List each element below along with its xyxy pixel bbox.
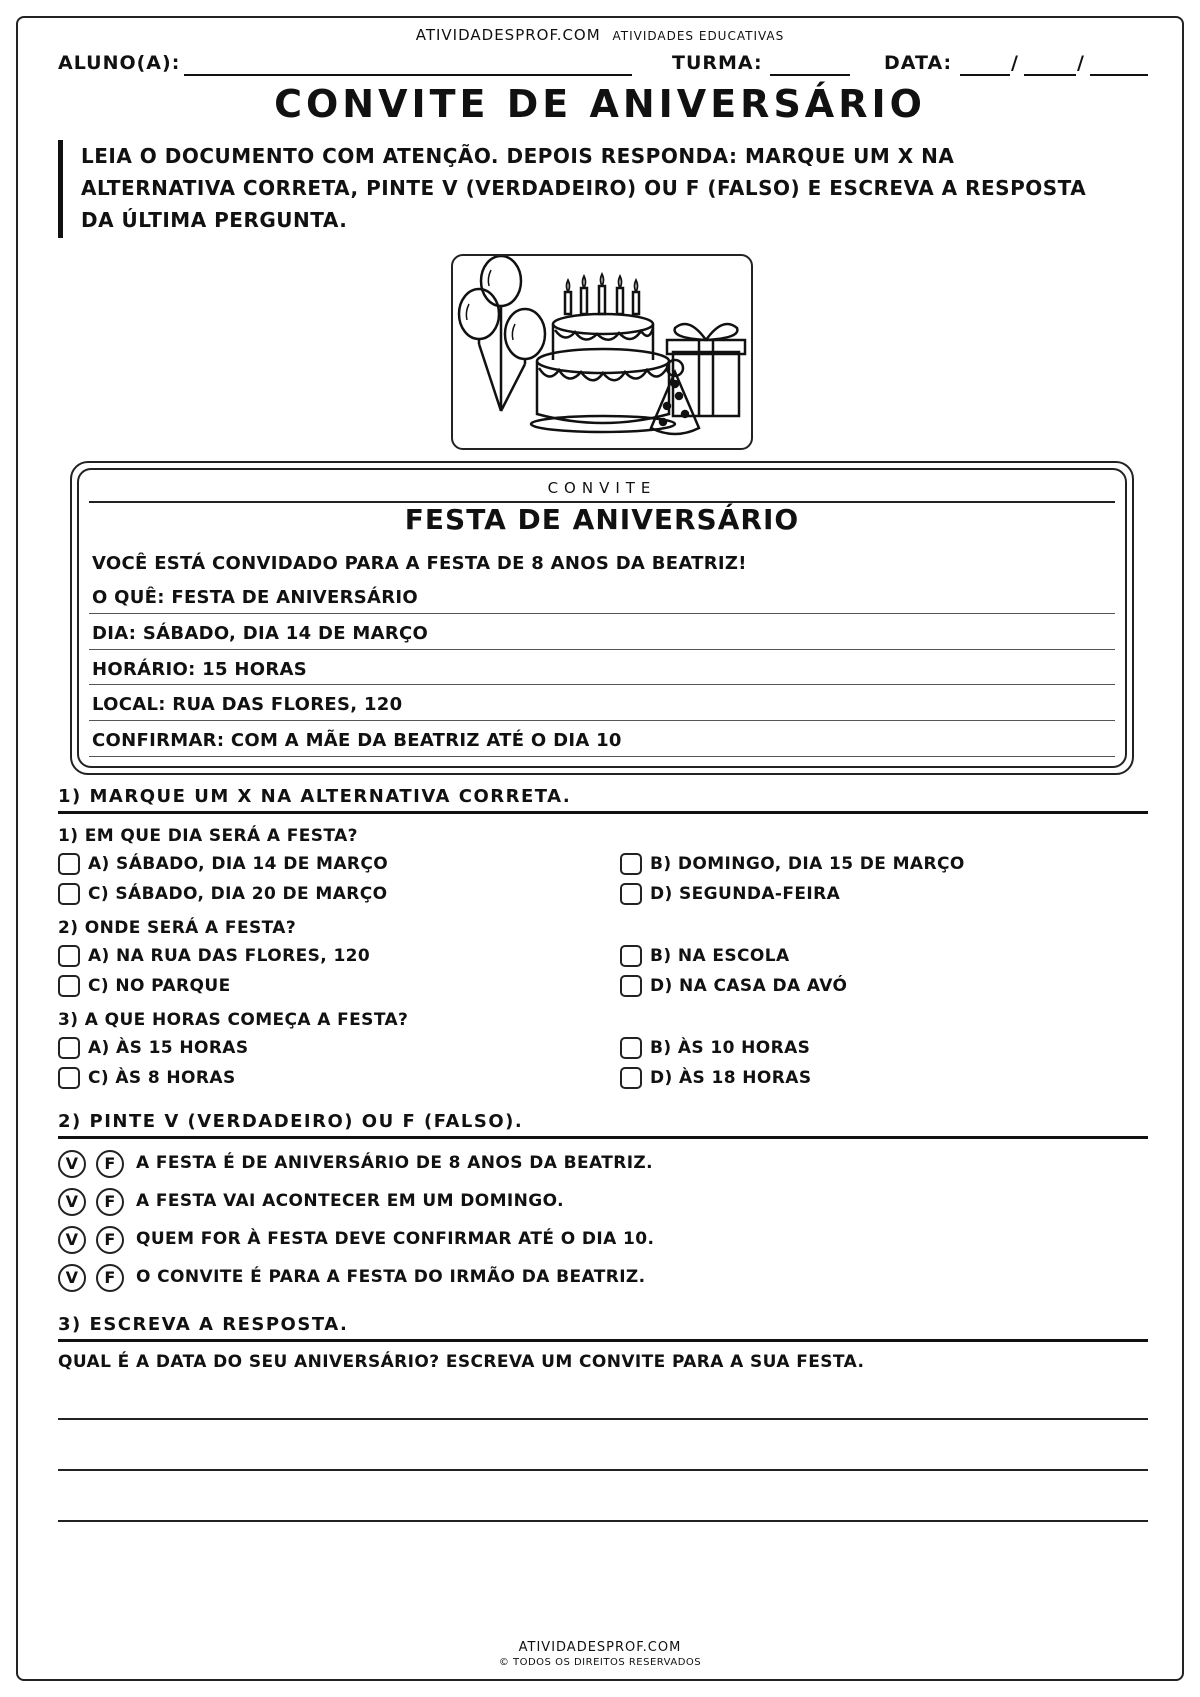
student-header	[58, 52, 1148, 78]
f-circle[interactable]: F	[96, 1264, 124, 1292]
checkbox[interactable]	[620, 975, 642, 997]
checkbox[interactable]	[58, 1067, 80, 1089]
section-rule	[58, 1339, 1148, 1342]
footer-rights: © TODOS OS DIREITOS RESERVADOS	[498, 1657, 702, 1668]
f-circle[interactable]: F	[96, 1188, 124, 1216]
divider	[89, 613, 1115, 614]
question-2: 2) ONDE SERÁ A FESTA?	[58, 918, 297, 938]
statement-text: QUEM FOR À FESTA DEVE CONFIRMAR ATÉ O DIA 10.	[136, 1229, 655, 1249]
f-circle[interactable]: F	[96, 1226, 124, 1254]
divider	[89, 649, 1115, 650]
aluno-field[interactable]	[184, 74, 632, 76]
footer-site: ATIVIDADESPROF.COM	[518, 1640, 682, 1655]
checkbox[interactable]	[620, 945, 642, 967]
statement-text: O CONVITE É PARA A FESTA DO IRMÃO DA BEATRIZ.	[136, 1267, 646, 1287]
invitation-intro: VOCÊ ESTÁ CONVIDADO PARA A FESTA DE 8 ANOS DA BEATRIZ!	[92, 553, 747, 574]
checkbox[interactable]	[58, 883, 80, 905]
date-slash: /	[1011, 52, 1019, 74]
question-3: 3) A QUE HORAS COMEÇA A FESTA?	[58, 1010, 409, 1030]
section-1-title: 1) MARQUE UM X NA ALTERNATIVA CORRETA.	[58, 786, 572, 807]
section-rule	[58, 811, 1148, 814]
section-3-title: 3) ESCREVA A RESPOSTA.	[58, 1314, 349, 1335]
aluno-label: ALUNO(A):	[58, 52, 181, 74]
checkbox[interactable]	[620, 1037, 642, 1059]
invitation-title: FESTA DE ANIVERSÁRIO	[404, 503, 800, 536]
invitation-row: CONFIRMAR: COM A MÃE DA BEATRIZ ATÉ O DIA 10	[92, 730, 622, 751]
v-circle[interactable]: V	[58, 1264, 86, 1292]
v-circle[interactable]: V	[58, 1150, 86, 1178]
f-circle[interactable]: F	[96, 1150, 124, 1178]
site-name: ATIVIDADESPROF.COM	[415, 26, 601, 44]
party-illustration	[451, 254, 753, 450]
statement-text: A FESTA VAI ACONTECER EM UM DOMINGO.	[136, 1191, 564, 1211]
checkbox[interactable]	[58, 1037, 80, 1059]
site-subtitle: ATIVIDADES EDUCATIVAS	[612, 29, 785, 43]
checkbox[interactable]	[620, 883, 642, 905]
date-day-field[interactable]	[960, 74, 1010, 76]
page-title: CONVITE DE ANIVERSÁRIO	[274, 82, 926, 126]
birthday-cake-icon	[531, 274, 675, 432]
instructions: LEIA O DOCUMENTO COM ATENÇÃO. DEPOIS RESPONDA: MARQUE UM X NA ALTERNATIVA CORRETA, PINTE V (VERDADEIRO) OU F (FALSO) E ESCREVA A RESPOSTA DA ÚLTIMA PERGUNTA.	[58, 140, 1098, 238]
question-1: 1) EM QUE DIA SERÁ A FESTA?	[58, 826, 358, 846]
invitation-row: LOCAL: RUA DAS FLORES, 120	[92, 694, 403, 715]
section-2-title: 2) PINTE V (VERDADEIRO) OU F (FALSO).	[58, 1111, 524, 1132]
divider	[89, 756, 1115, 757]
section-rule	[58, 1136, 1148, 1139]
divider	[89, 720, 1115, 721]
site-header	[0, 26, 1200, 44]
v-circle[interactable]: V	[58, 1226, 86, 1254]
invitation-kicker: CONVITE	[547, 479, 657, 497]
question-write: QUAL É A DATA DO SEU ANIVERSÁRIO? ESCREVA UM CONVITE PARA A SUA FESTA.	[58, 1352, 865, 1372]
answer-line[interactable]	[58, 1520, 1148, 1522]
balloons-icon	[459, 256, 545, 411]
invitation-row: HORÁRIO: 15 HORAS	[92, 659, 308, 680]
checkbox[interactable]	[58, 975, 80, 997]
checkbox[interactable]	[58, 945, 80, 967]
answer-line[interactable]	[58, 1469, 1148, 1471]
turma-label: TURMA:	[672, 52, 763, 74]
date-year-field[interactable]	[1090, 74, 1148, 76]
invitation-row: O QUÊ: FESTA DE ANIVERSÁRIO	[92, 587, 419, 608]
data-label: DATA:	[884, 52, 953, 74]
date-slash: /	[1077, 52, 1085, 74]
answer-line[interactable]	[58, 1418, 1148, 1420]
checkbox[interactable]	[620, 853, 642, 875]
divider	[89, 684, 1115, 685]
checkbox[interactable]	[58, 853, 80, 875]
statement-text: A FESTA É DE ANIVERSÁRIO DE 8 ANOS DA BEATRIZ.	[136, 1153, 654, 1173]
turma-field[interactable]	[770, 74, 850, 76]
v-circle[interactable]: V	[58, 1188, 86, 1216]
invitation-card	[70, 461, 1134, 775]
gift-box-icon	[667, 324, 745, 416]
date-month-field[interactable]	[1024, 74, 1076, 76]
checkbox[interactable]	[620, 1067, 642, 1089]
invitation-row: DIA: SÁBADO, DIA 14 DE MARÇO	[92, 623, 429, 644]
